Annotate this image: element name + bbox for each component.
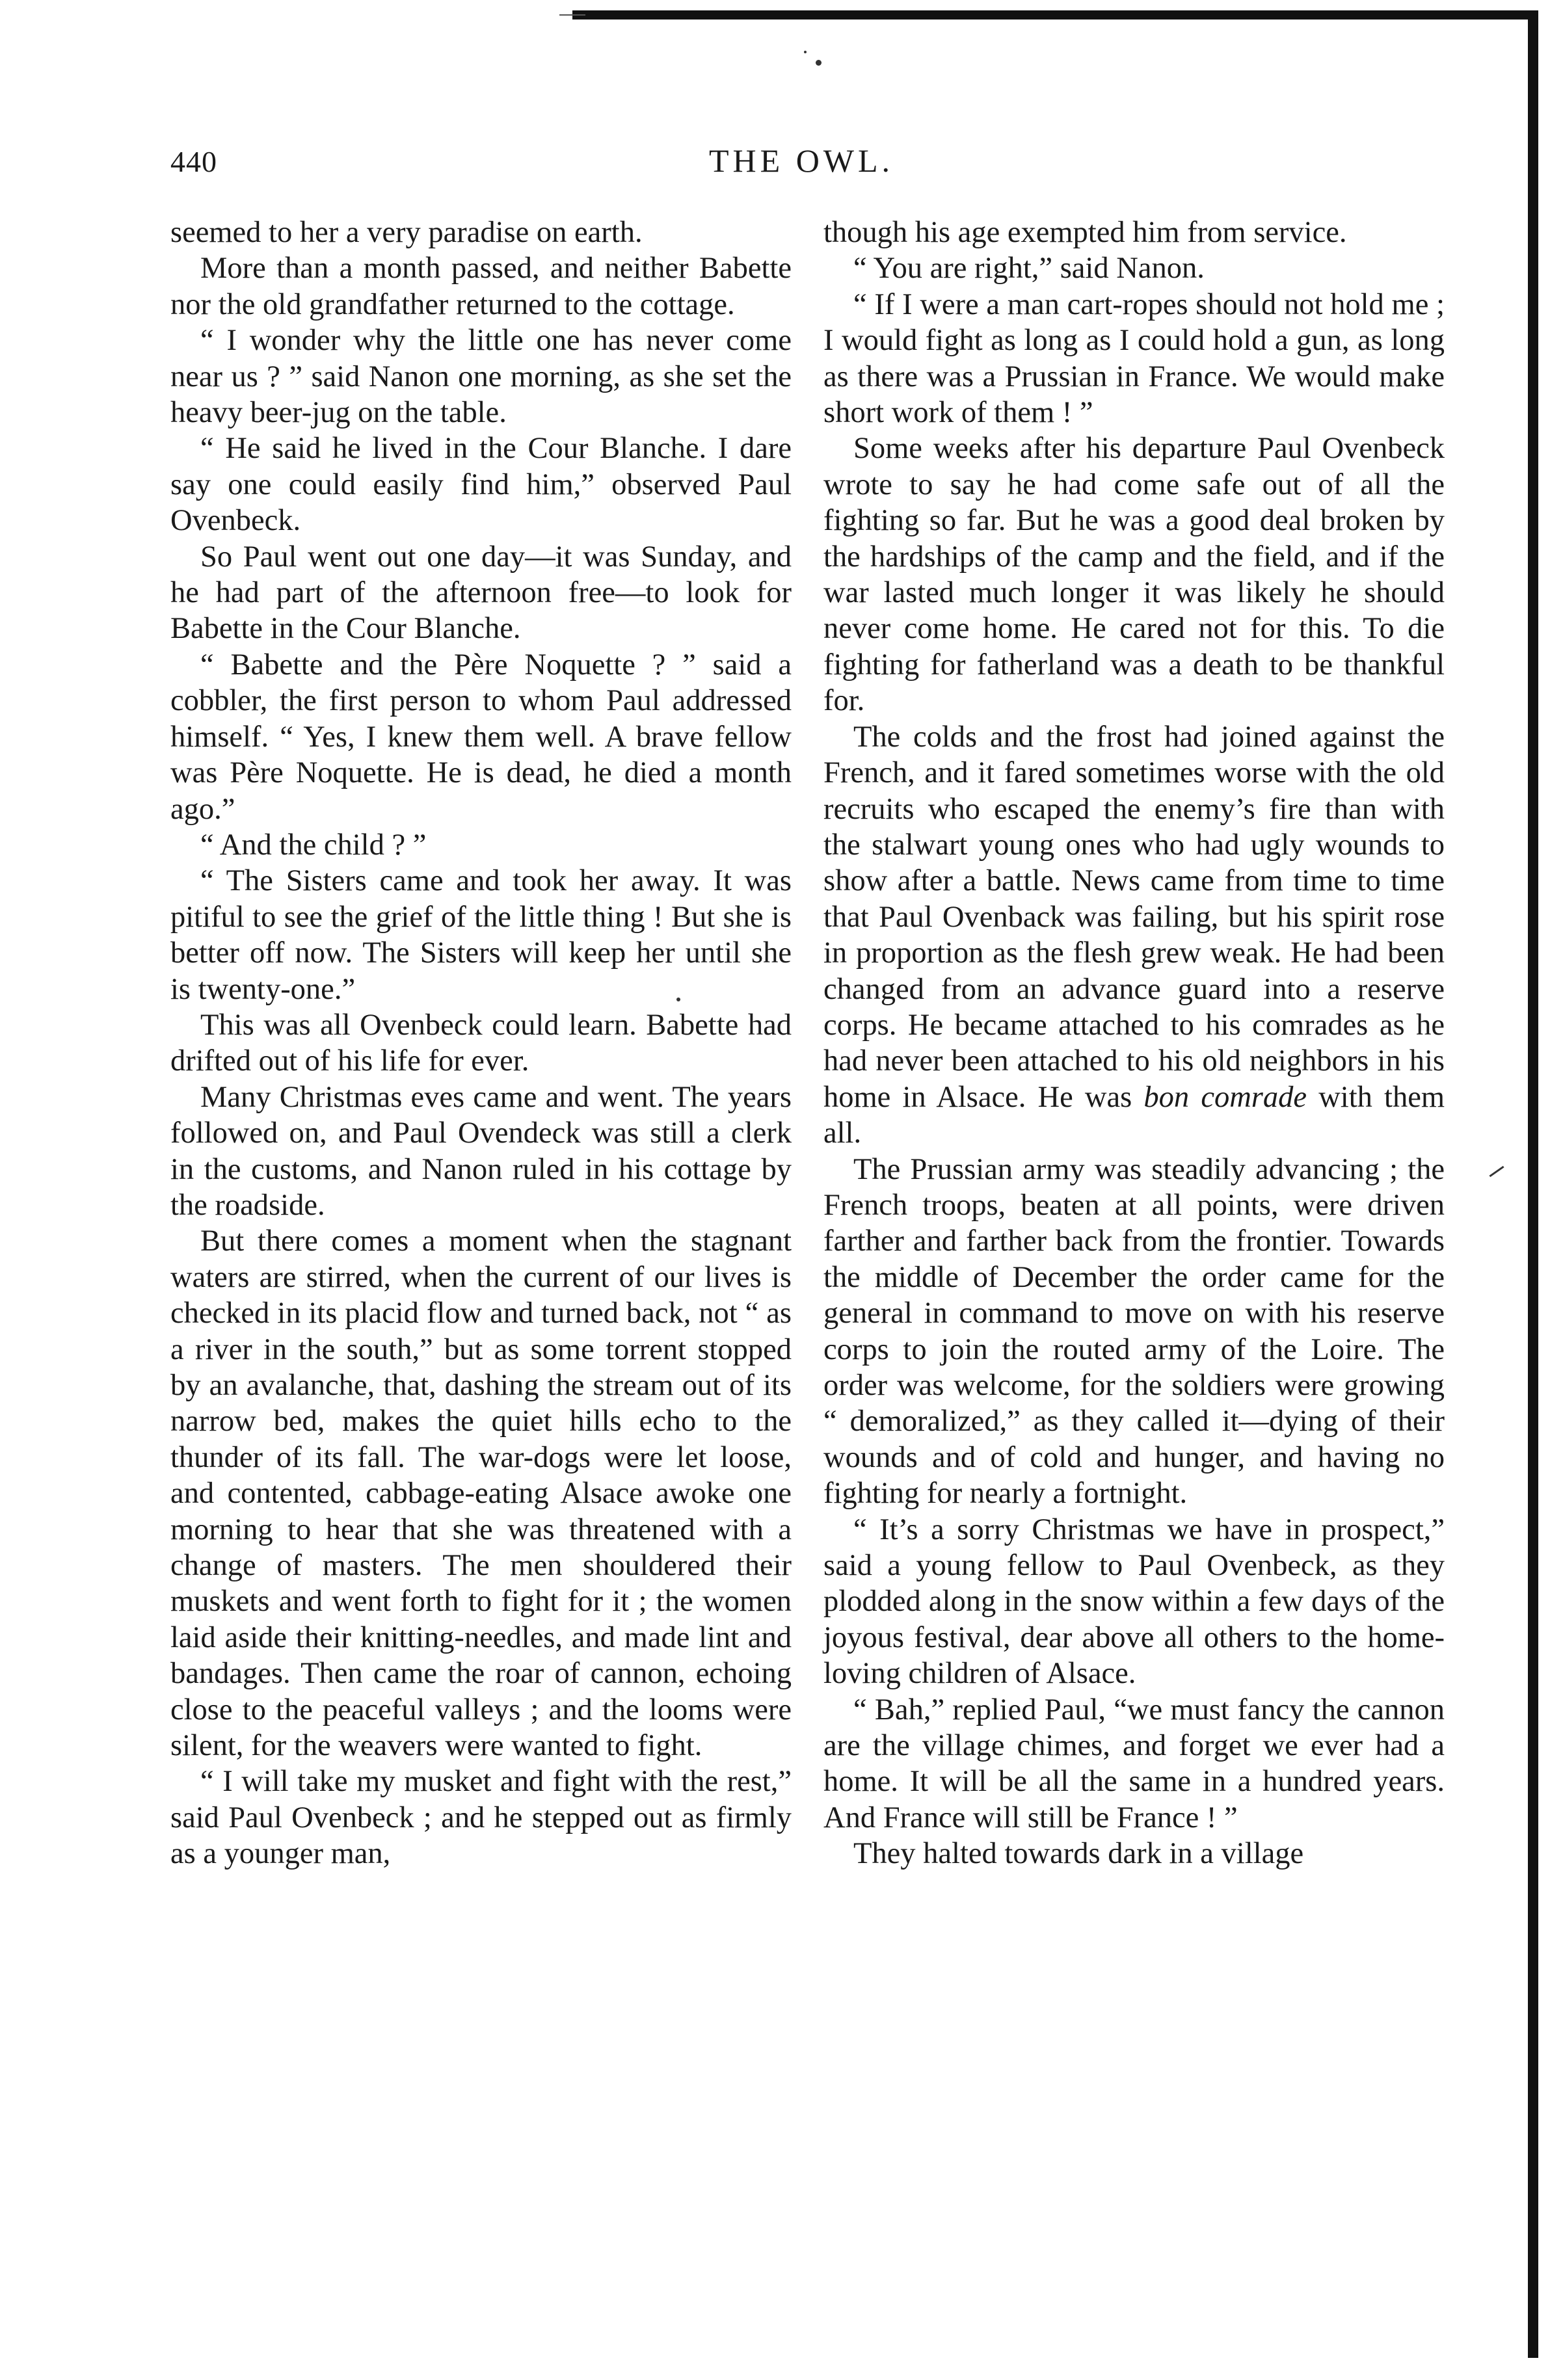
paragraph: So Paul went out one day—it was Sunday, and he had part of the afternoon free—to look for Babette in the Cour Blanche.	[170, 540, 792, 646]
print-speck	[816, 60, 822, 66]
paragraph: “ Babette and the Père Noquette ? ” said a cobbler, the first person to whom Paul addressed himself. “ Yes, I knew them well. A brave fellow was Père Noquette. He is dead, he died a month ago.”	[170, 648, 792, 826]
left-text-column	[170, 215, 792, 1872]
paragraph: “ Bah,” replied Paul, “we must fancy the cannon are the village chimes, and forget we ever had a home. It will be all the same in a hundred years. And France will still be France ! ”	[823, 1693, 1445, 1834]
paragraph: “ It’s a sorry Christmas we have in prospect,” said a young fellow to Paul Ovenbeck, as they plodded along in the snow within a few days of the joyous festival, dear above all others to the home-loving children of Alsace.	[823, 1513, 1445, 1691]
running-title: THE OWL.	[709, 142, 894, 179]
top-border-rule-thin	[559, 14, 585, 16]
right-border-rule	[1528, 10, 1538, 2358]
stray-ink-mark	[1489, 1166, 1504, 1177]
paragraph: This was all Ovenbeck could learn. Babette had drifted out of his life for ever.	[170, 1008, 792, 1078]
paragraph: But there comes a moment when the stagnant waters are stirred, when the current of our lives is checked in its placid flow and turned back, not “ as a river in the south,” but as some torrent stopped by an avalanche, that, dashing the stream out of its narrow bed, makes the quiet hills echo to the thunder of its fall. The war-dogs were let loose, and contented, cabbage-eating Alsace awoke one morning to hear that she was threatened with a change of masters. The men shouldered their muskets and went forth to fight for it ; the women laid aside their knitting-needles, and made lint and bandages. Then came the roar of cannon, echoing close to the peaceful valleys ; and the looms were silent, for the weavers were wanted to fight.	[170, 1224, 792, 1763]
paragraph: “ If I were a man cart-ropes should not hold me ; I would fight as long as I could hold a gun, as long as there was a Prussian in France. We would make short work of them ! ”	[823, 287, 1445, 430]
print-speck	[804, 51, 807, 53]
paragraph: “ The Sisters came and took her away. It was pitiful to see the grief of the little thing ! But she is better off now. The Sisters will keep her until she is twenty-one.”	[170, 864, 792, 1006]
paragraph	[823, 719, 1445, 1152]
paragraph: “ And the child ? ”	[200, 828, 427, 862]
top-border-rule	[572, 10, 1529, 20]
paragraph: The Prussian army was steadily advancing ; the French troops, beaten at all points, were driven farther and farther back from the frontier. Towards the middle of December the order came for the general in command to move on with his reserve corps to join the routed army of the Loire. The order was welcome, for the soldiers were growing “ demoralized,” as they called it—dying of their wounds and of cold and hunger, and having no fighting for nearly a fortnight.	[823, 1152, 1445, 1511]
paragraph: seemed to her a very paradise on earth.	[170, 216, 643, 249]
paragraph: They halted towards dark in a village	[853, 1837, 1304, 1871]
right-text-column	[823, 215, 1445, 1872]
paragraph: “ You are right,” said Nanon.	[853, 252, 1205, 285]
italic-phrase: bon comrade	[1143, 1080, 1307, 1114]
paragraph-text: with them all.	[823, 1080, 1445, 1150]
paragraph: though his age exempted him from service.	[823, 216, 1347, 249]
paragraph: “ I will take my musket and fight with the rest,” said Paul Ovenbeck ; and he stepped out as firmly as a younger man,	[170, 1765, 792, 1871]
paragraph: “ I wonder why the little one has never come near us ? ” said Nanon one morning, as she set the heavy beer-jug on the table.	[170, 324, 792, 430]
paragraph: Some weeks after his departure Paul Ovenbeck wrote to say he had come safe out of all the fighting so far. But he was a good deal broken by the hardships of the camp and the field, and if the war lasted much longer it was likely he should never come home. He cared not for this. To die fighting for fatherland was a death to be thankful for.	[823, 432, 1445, 718]
page-number: 440	[170, 145, 217, 178]
paragraph: “ He said he lived in the Cour Blanche. I dare say one could easily find him,” observed Paul Ovenbeck.	[170, 432, 792, 538]
paragraph: More than a month passed, and neither Babette nor the old grandfather returned to the cottage.	[170, 252, 792, 321]
paragraph-text: The colds and the frost had joined against the French, and it fared sometimes worse with the old recruits who escaped the enemy’s fire than with the stalwart young ones who had ugly wounds to show after a battle. News came from time to time that Paul Ovenback was failing, but his spirit rose in proportion as the flesh grew weak. He had been changed from an advance guard into a reserve corps. He became attached to his comrades as he had never been attached to his old neighbors in his home in Alsace. He was	[823, 720, 1445, 1114]
paragraph: Many Christmas eves came and went. The years followed on, and Paul Ovendeck was still a clerk in the customs, and Nanon ruled in his cottage by the roadside.	[170, 1080, 792, 1222]
